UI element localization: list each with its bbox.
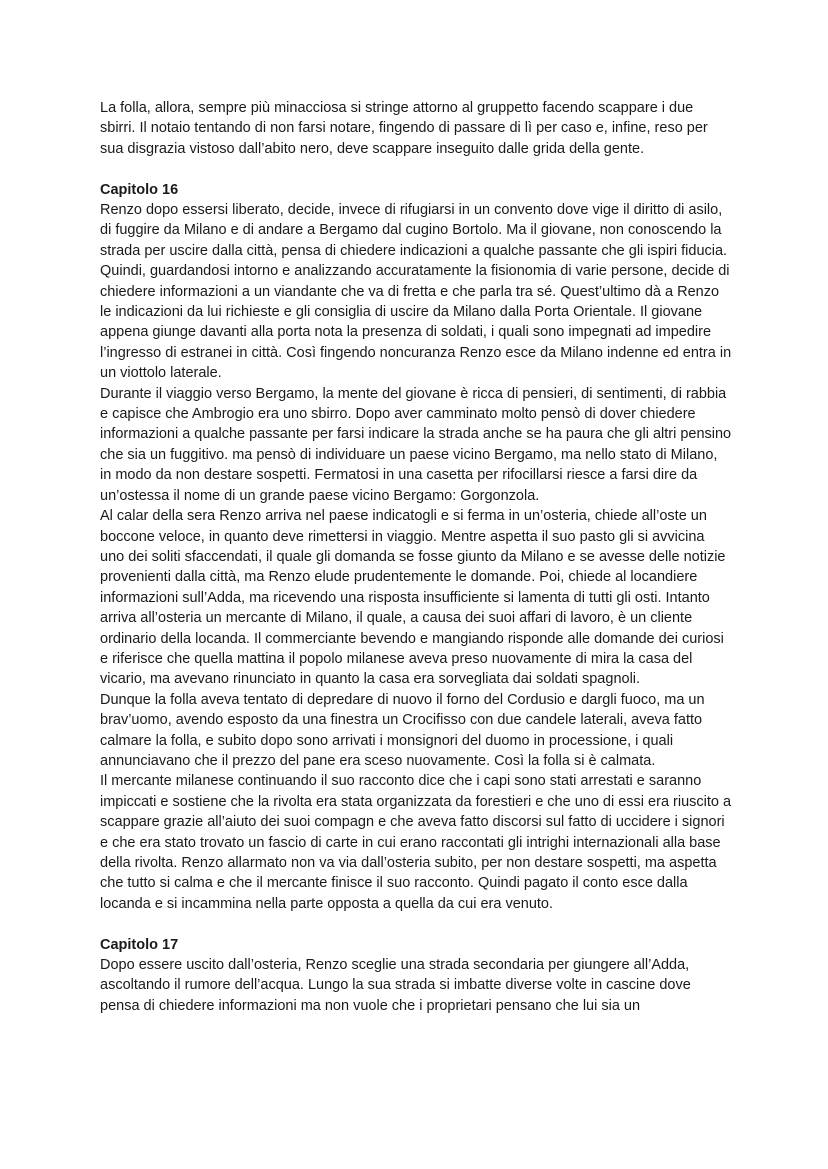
chapter-16-heading: Capitolo 16 [100, 181, 179, 198]
chapter-16-paragraph-5: Il mercante milanese continuando il suo racconto dice che i capi sono stati arrestati e saranno impiccati e sostiene che la rivolta era stata organizzata da forestieri e che uno di essi era riuscito a scappare grazie all’aiuto dei suoi compagn e che aveva fatto discorsi sul fatto di uccidere i signori e che era stato trovato un fascio di carte in cui erano raccontati gli intrighi internazionali alla base della rivolta. Renzo allarmato non va via dall’osteria subito, per non destare sospetti, ma aspetta che tutto si calma e che il mercante finisce il suo racconto. Quindi pagato il conto esce dalla locanda e si incammina nella parte opposta a quella da cui era venuto. [100, 773, 732, 912]
chapter-16-paragraph-3: Al calar della sera Renzo arriva nel paese indicatogli e si ferma in un’osteria, chiede all’oste un boccone veloce, in quanto deve rimettersi in viaggio. Mentre aspetta il suo pasto gli si avvicina uno dei soliti sfaccendati, il quale gli domanda se fosse giunto da Milano e se avesse delle notizie provenienti dalla città, ma Renzo elude prudentemente le domande. Poi, chiede al locandiere informazioni sull’Adda, ma ricevendo una risposta insufficiente si lamenta di tutti gli osti. Intanto arriva all’osteria un mercante di Milano, il quale, a causa dei suoi affari di lavoro, è un cliente ordinario della locanda. Il commerciante bevendo e mangiando risponde alle domande dei curiosi e riferisce che quella mattina il popolo milanese aveva preso nuovamente di mira la casa del vicario, ma avevano rinunciato in quanto la casa era sorvegliata dai soldati spagnoli. [100, 508, 726, 688]
chapter-16-paragraph-2: Durante il viaggio verso Bergamo, la mente del giovane è ricca di pensieri, di sentimenti, di rabbia e capisce che Ambrogio era uno sbirro. Dopo aver camminato molto pensò di dover chiedere informazioni a qualche passante per farsi indicare la strada anche se ha paura che gli altri pensino che sia un fuggitivo. ma pensò di individuare un paese vicino Bergamo, ma nello stato di Milano, in modo da non destare sospetti. Fermatosi in una casetta per rifocillarsi riesce a farsi dire da un’ostessa il nome di un grande paese vicino Bergamo: Gorgonzola. [100, 385, 732, 504]
chapter-17-heading: Capitolo 17 [100, 936, 179, 953]
document-body [100, 98, 732, 1016]
chapter-16-paragraph-1: Renzo dopo essersi liberato, decide, invece di rifugiarsi in un convento dove vige il diritto di asilo, di fuggire da Milano e di andare a Bergamo dal cugino Bortolo. Ma il giovane, non conoscendo la strada per uscire dalla città, pensa di chiedere indicazioni a qualche passante che gli ispiri fiducia. Quindi, guardandosi intorno e analizzando accuratamente la fisionomia di varie persone, decide di chiedere informazioni a un viandante che va di fretta e che parla tra sé. Quest’ultimo dà a Renzo le indicazioni da lui richieste e gli consiglia di uscire da Milano dalla Porta Orientale. Il giovane appena giunge davanti alla porta nota la presenza di soldati, i quali sono impegnati ad impedire l’ingresso di estranei in città. Così fingendo noncuranza Renzo esce da Milano indenne ed entra in un viottolo laterale. [100, 202, 732, 382]
chapter-16-paragraph-4: Dunque la folla aveva tentato di depredare di nuovo il forno del Cordusio e dargli fuoco, ma un brav’uomo, avendo esposto da una finestra un Crocifisso con due candele laterali, aveva fatto calmare la folla, e subito dopo sono arrivati i monsignori del duomo in processione, i quali annunciavano che il prezzo del pane era sceso nuovamente. Così la folla si è calmata. [100, 691, 705, 769]
intro-paragraph: La folla, allora, sempre più minacciosa si stringe attorno al gruppetto facendo scappare i due sbirri. Il notaio tentando di non farsi notare, fingendo di passare di lì per caso e, infine, reso per sua disgrazia vistoso dall’abito nero, deve scappare inseguito dalle grida della gente. [100, 100, 708, 157]
chapter-17-section [100, 935, 732, 1017]
chapter-16-section [100, 180, 732, 915]
chapter-17-paragraph-1: Dopo essere uscito dall’osteria, Renzo sceglie una strada secondaria per giungere all’Adda, ascoltando il rumore dell’acqua. Lungo la sua strada si imbatte diverse volte in cascine dove pensa di chiedere informazioni ma non vuole che i proprietari pensano che lui sia un [100, 957, 691, 1014]
